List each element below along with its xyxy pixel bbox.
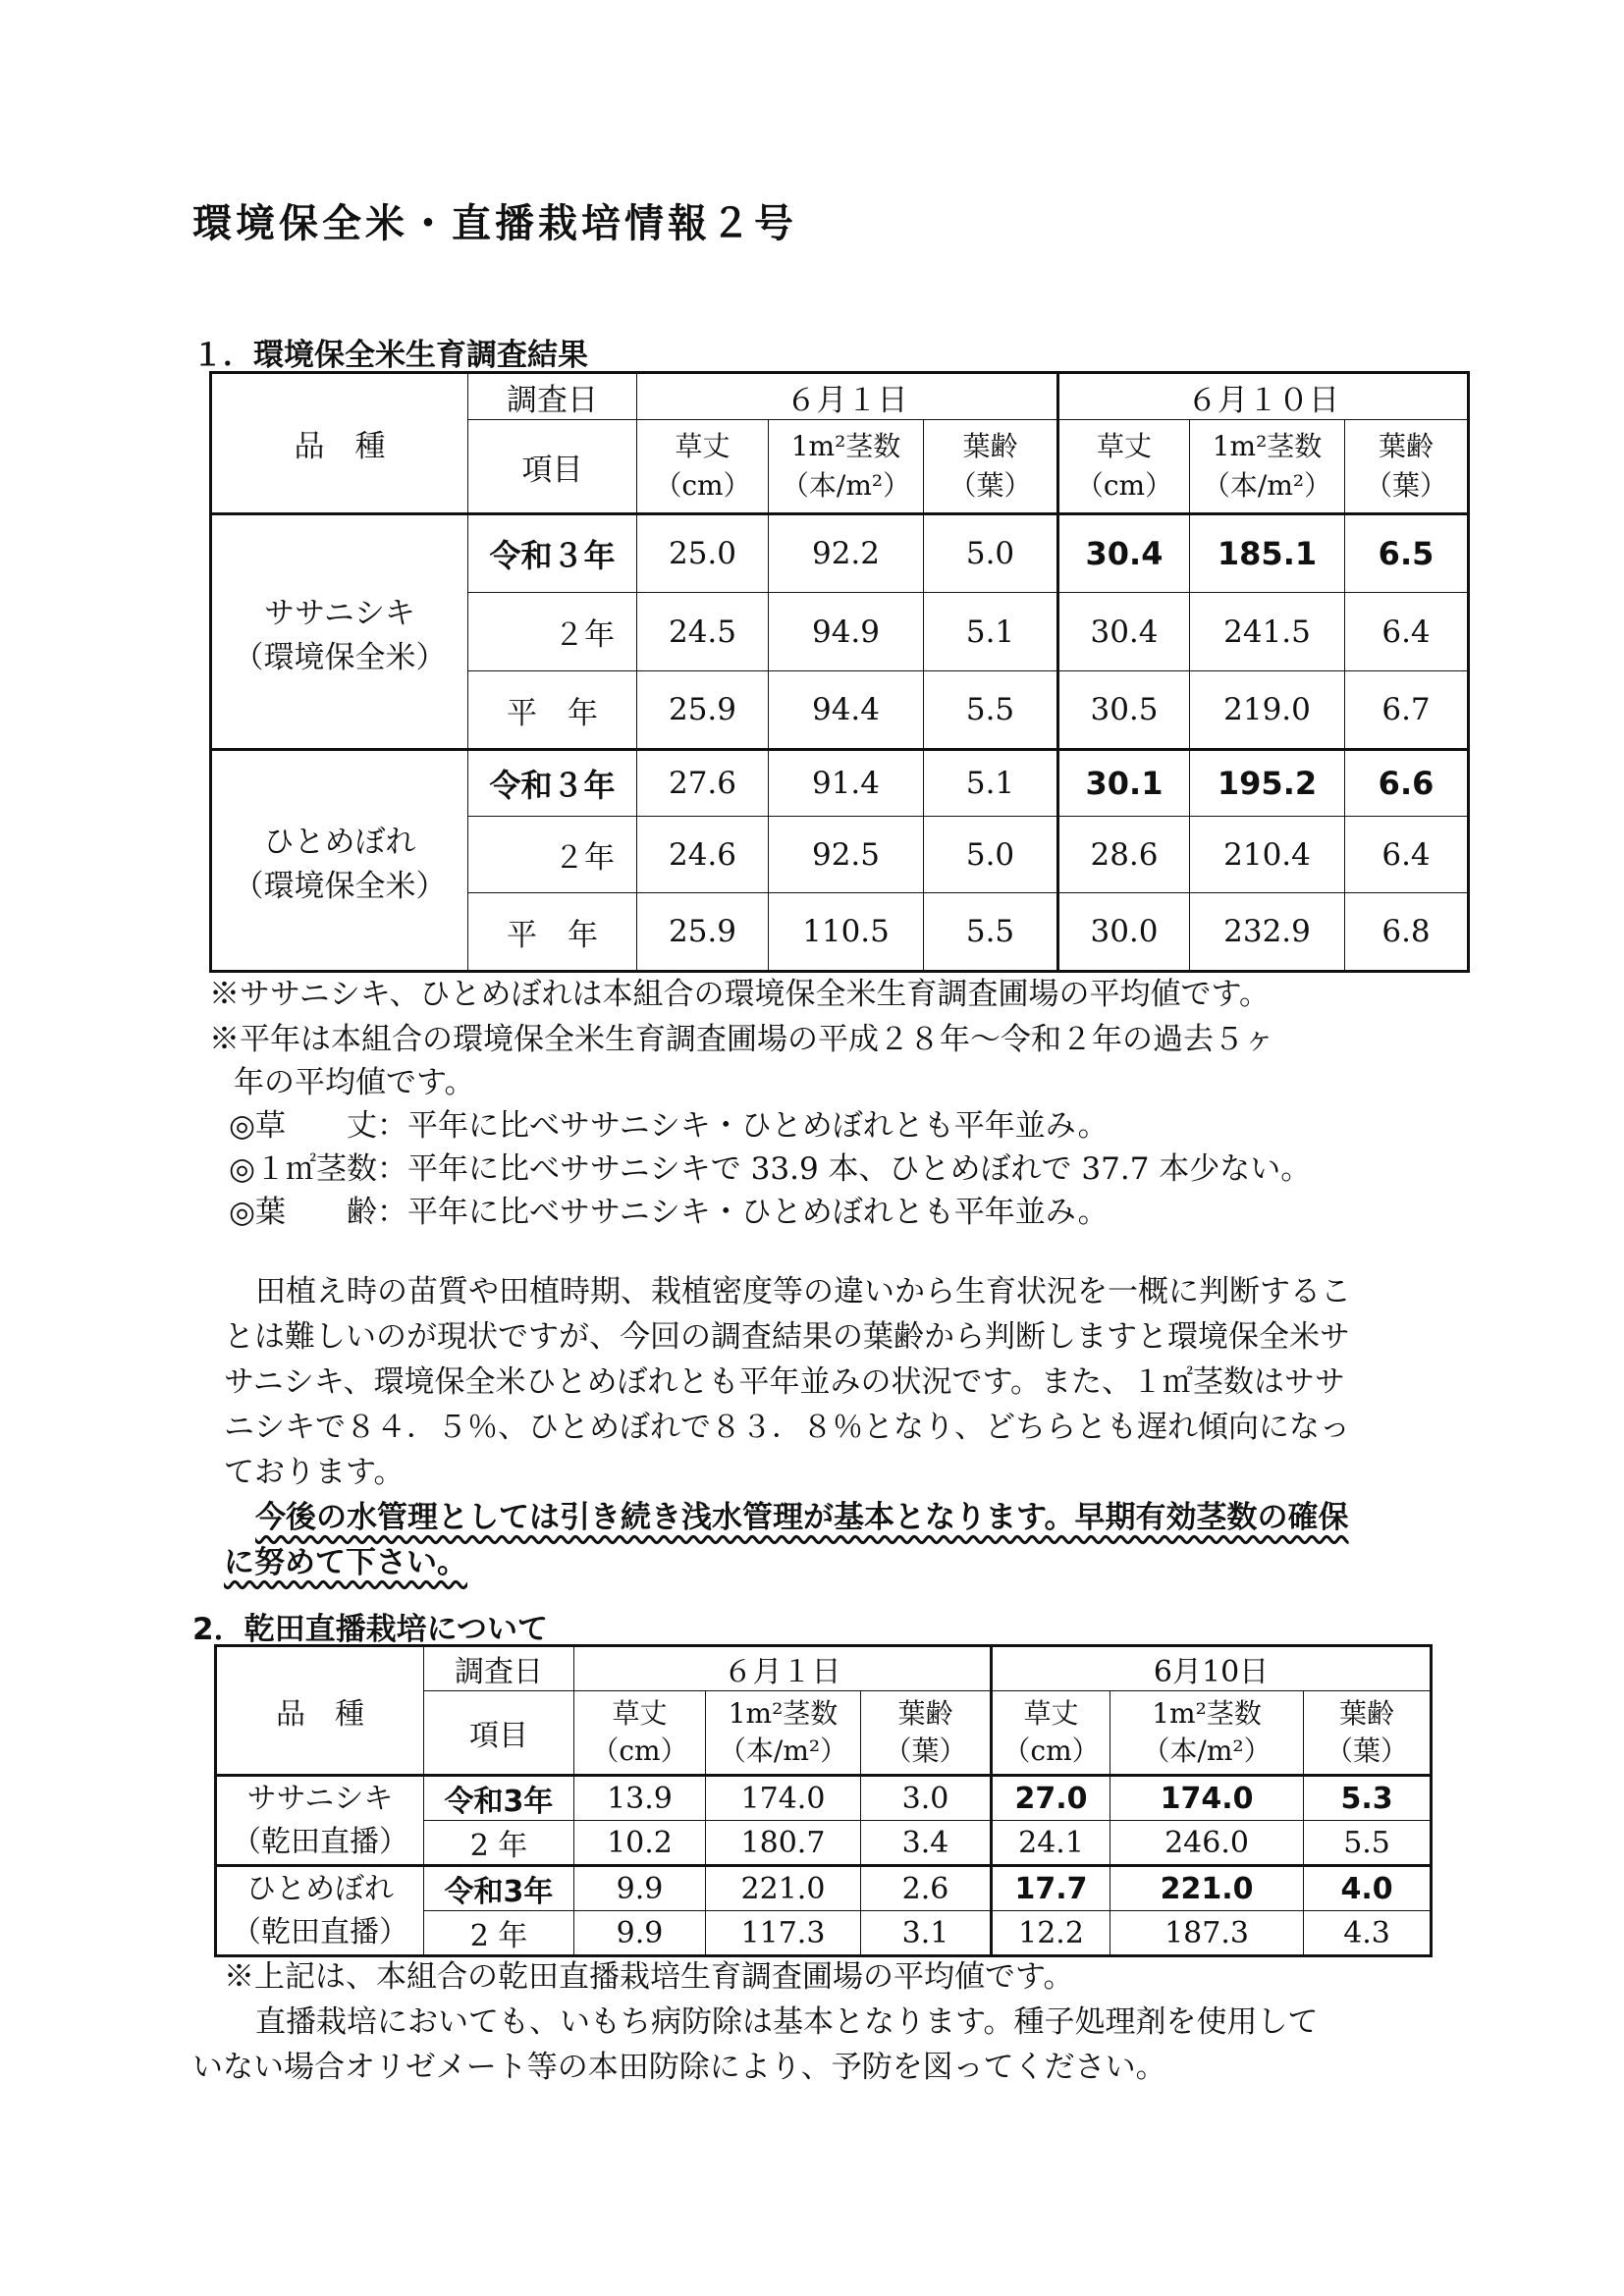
- variety-cell: ササニシキ （環境保全米）: [211, 514, 468, 750]
- note-line: ◎１㎡茎数：平年に比べササニシキで 33.9 本、ひとめぼれで 37.7 本少ない。: [229, 1151, 1312, 1187]
- row-label: ２年: [468, 593, 637, 671]
- cell: 180.7: [706, 1821, 861, 1866]
- note-line: ※上記は、本組合の乾田直播栽培生育調査圃場の平均値です。: [224, 1959, 1074, 1995]
- direct-seeding-table: [214, 1644, 1433, 1957]
- paragraph-line: ております。: [224, 1455, 405, 1490]
- cell: 5.5: [924, 893, 1058, 972]
- cell: 2.6: [861, 1866, 992, 1911]
- note-line: 年の平均値です。: [234, 1065, 475, 1100]
- cell: 92.2: [769, 514, 924, 593]
- paragraph-line: とは難しいのが現状ですが、今回の調査結果の葉齢から判断しますと環境保全米サ: [224, 1319, 1350, 1355]
- cell: 25.9: [637, 671, 769, 750]
- cell: 3.1: [861, 1911, 992, 1956]
- cell: 232.9: [1190, 893, 1345, 972]
- cell: 12.2: [992, 1911, 1110, 1956]
- cell: 6.8: [1345, 893, 1469, 972]
- note-line: ◎葉 齢：平年に比べササニシキ・ひとめぼれとも平年並み。: [229, 1195, 1109, 1230]
- paragraph-line: 田植え時の苗質や田植時期、栽植密度等の違いから生育状況を一概に判断するこ: [255, 1274, 1351, 1309]
- growth-survey-table: [209, 371, 1470, 973]
- col-head: 草丈 （cm）: [992, 1691, 1110, 1776]
- hinshu-header: 品 種: [211, 373, 468, 514]
- cell: 221.0: [706, 1866, 861, 1911]
- variety-cell: ササニシキ （乾田直播）: [216, 1776, 424, 1866]
- cell: 25.9: [637, 893, 769, 972]
- cell: 91.4: [769, 750, 924, 817]
- note-line: いない場合オリゼメート等の本田防除により、予防を図ってください。: [192, 2050, 1166, 2085]
- row-label: 平 年: [468, 671, 637, 750]
- col-head: 1m²茎数 （本/m²）: [1190, 420, 1345, 514]
- cell: 5.3: [1304, 1776, 1432, 1821]
- cell: 5.0: [924, 514, 1058, 593]
- col-head: 葉齢 （葉）: [1345, 420, 1469, 514]
- row-label: 令和3年: [424, 1776, 574, 1821]
- cell: 10.2: [574, 1821, 706, 1866]
- cell: 221.0: [1110, 1866, 1304, 1911]
- paragraph-line: サニシキ、環境保全米ひとめぼれとも平年並みの状況です。また、１㎡茎数はササ: [224, 1364, 1346, 1400]
- row-label: 令和3年: [424, 1866, 574, 1911]
- cell: 30.0: [1058, 893, 1190, 972]
- paragraph-line: ニシキで８４．５％、ひとめぼれで８３．８％となり、どちらとも遅れ傾向になっ: [224, 1410, 1350, 1445]
- cell: 5.0: [924, 817, 1058, 893]
- cell: 3.4: [861, 1821, 992, 1866]
- cell: 241.5: [1190, 593, 1345, 671]
- table-row: [216, 1866, 1432, 1911]
- cell: 94.9: [769, 593, 924, 671]
- cell: 185.1: [1190, 514, 1345, 593]
- cell: 13.9: [574, 1776, 706, 1821]
- cell: 5.5: [1304, 1821, 1432, 1866]
- cell: 117.3: [706, 1911, 861, 1956]
- table-row: [216, 1776, 1432, 1821]
- note-line: ◎草 丈：平年に比べササニシキ・ひとめぼれとも平年並み。: [229, 1108, 1109, 1144]
- cell: 6.7: [1345, 671, 1469, 750]
- variety-cell: ひとめぼれ （環境保全米）: [211, 750, 468, 972]
- note-line: ※平年は本組合の環境保全米生育調査圃場の平成２８年～令和２年の過去５ヶ: [209, 1022, 1274, 1057]
- date1-header: ６月１日: [637, 373, 1058, 420]
- table-row: [211, 750, 1469, 817]
- cell: 110.5: [769, 893, 924, 972]
- table-row: [211, 514, 1469, 593]
- cell: 27.6: [637, 750, 769, 817]
- col-head: 1m²茎数 （本/m²）: [1110, 1691, 1304, 1776]
- cell: 5.1: [924, 593, 1058, 671]
- col-head: 草丈 （cm）: [1058, 420, 1190, 514]
- date2-header: ６月１０日: [1058, 373, 1469, 420]
- row-label: 2 年: [424, 1821, 574, 1866]
- row-label: 令和３年: [468, 750, 637, 817]
- date1-header: ６月１日: [574, 1646, 992, 1691]
- col-head: 1m²茎数 （本/m²）: [706, 1691, 861, 1776]
- cell: 25.0: [637, 514, 769, 593]
- cell: 195.2: [1190, 750, 1345, 817]
- cell: 174.0: [706, 1776, 861, 1821]
- emphasis-line: 今後の水管理としては引き続き浅水管理が基本となります。早期有効茎数の確保: [255, 1500, 1349, 1535]
- cell: 5.5: [924, 671, 1058, 750]
- chosabi-header: 調査日: [468, 373, 637, 420]
- cell: 24.1: [992, 1821, 1110, 1866]
- cell: 24.5: [637, 593, 769, 671]
- cell: 9.9: [574, 1911, 706, 1956]
- chosabi-header: 調査日: [424, 1646, 574, 1691]
- komoku-header: 項目: [468, 420, 637, 514]
- cell: 3.0: [861, 1776, 992, 1821]
- cell: 4.3: [1304, 1911, 1432, 1956]
- col-head: 1m²茎数 （本/m²）: [769, 420, 924, 514]
- cell: 187.3: [1110, 1911, 1304, 1956]
- cell: 30.4: [1058, 593, 1190, 671]
- cell: 5.1: [924, 750, 1058, 817]
- cell: 6.5: [1345, 514, 1469, 593]
- row-label: 2 年: [424, 1911, 574, 1956]
- cell: 30.1: [1058, 750, 1190, 817]
- cell: 6.4: [1345, 817, 1469, 893]
- cell: 30.4: [1058, 514, 1190, 593]
- row-label: ２年: [468, 817, 637, 893]
- section1-heading: １．環境保全米生育調査結果: [192, 338, 588, 373]
- komoku-header: 項目: [424, 1691, 574, 1776]
- cell: 28.6: [1058, 817, 1190, 893]
- cell: 24.6: [637, 817, 769, 893]
- cell: 210.4: [1190, 817, 1345, 893]
- note-line: ※ササニシキ、ひとめぼれは本組合の環境保全米生育調査圃場の平均値です。: [209, 977, 1271, 1012]
- col-head: 葉齢 （葉）: [861, 1691, 992, 1776]
- cell: 6.4: [1345, 593, 1469, 671]
- cell: 92.5: [769, 817, 924, 893]
- cell: 219.0: [1190, 671, 1345, 750]
- emphasis-line: に努めて下さい。: [224, 1545, 467, 1580]
- cell: 30.5: [1058, 671, 1190, 750]
- col-head: 草丈 （cm）: [637, 420, 769, 514]
- row-label: 令和３年: [468, 514, 637, 593]
- cell: 6.6: [1345, 750, 1469, 817]
- cell: 4.0: [1304, 1866, 1432, 1911]
- hinshu-header: 品 種: [216, 1646, 424, 1776]
- col-head: 草丈 （cm）: [574, 1691, 706, 1776]
- col-head: 葉齢 （葉）: [1304, 1691, 1432, 1776]
- page-title: 環境保全米・直播栽培情報２号: [192, 201, 797, 246]
- note-line: 直播栽培においても、いもち病防除は基本となります。種子処理剤を使用して: [255, 2004, 1319, 2040]
- cell: 246.0: [1110, 1821, 1304, 1866]
- cell: 9.9: [574, 1866, 706, 1911]
- section2-heading: 2．乾田直播栽培について: [192, 1612, 548, 1647]
- cell: 94.4: [769, 671, 924, 750]
- cell: 174.0: [1110, 1776, 1304, 1821]
- cell: 27.0: [992, 1776, 1110, 1821]
- col-head: 葉齢 （葉）: [924, 420, 1058, 514]
- date2-header: 6月10日: [992, 1646, 1432, 1691]
- row-label: 平 年: [468, 893, 637, 972]
- cell: 17.7: [992, 1866, 1110, 1911]
- variety-cell: ひとめぼれ （乾田直播）: [216, 1866, 424, 1956]
